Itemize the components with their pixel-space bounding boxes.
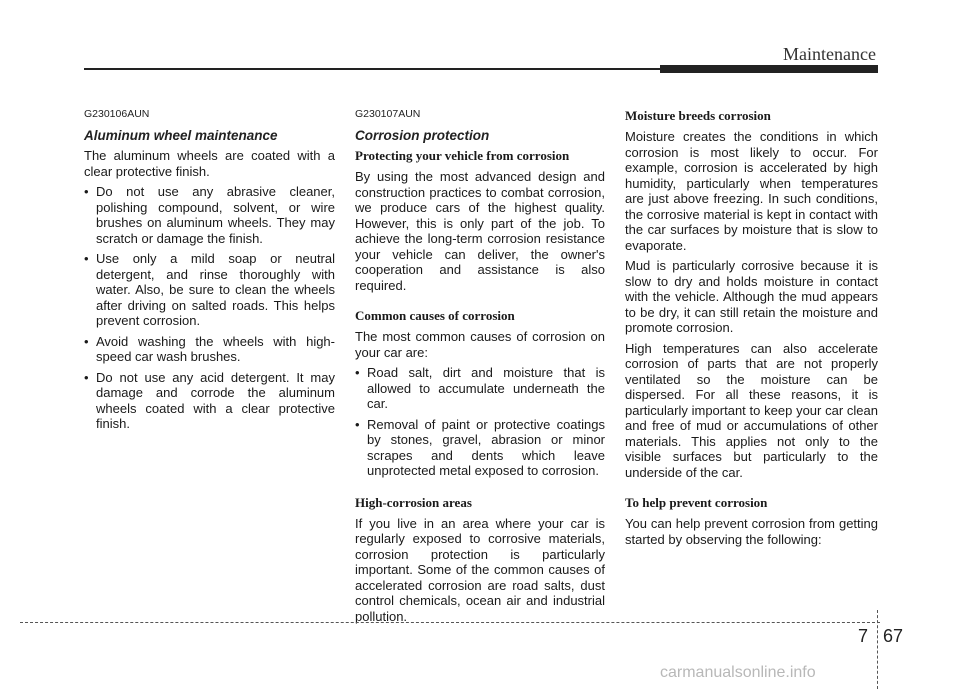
- list-item: • Road salt, dirt and moisture that is allowed to accumulate underneath the car.: [355, 365, 605, 411]
- paragraph: Moisture creates the conditions in which corrosion is most likely to occur. For example, corrosion is accelerated by high humidity, particularly when temperatures are just above freezing. In such conditions, the corrosive material is kept in contact with the car surfaces by moisture that is slow to evaporate.: [625, 129, 878, 253]
- footer-divider: [877, 610, 878, 689]
- watermark: carmanualsonline.info: [660, 664, 816, 681]
- paragraph: If you live in an area where your car is regularly exposed to corrosive materials, corrosion protection is particularly important. Some of the common causes of accelerated corrosion are road salts, dust control chemicals, ocean air and industrial pollution.: [355, 515, 605, 624]
- column-moisture: [625, 108, 878, 552]
- paragraph: Mud is particularly corrosive because it is slow to dry and holds moisture in contact with the vehicle. Although the mud appears to be dry, it can still retain the moisture and promote corrosion.: [625, 258, 878, 335]
- section-heading: Aluminum wheel maintenance: [84, 128, 278, 143]
- paragraph: The aluminum wheels are coated with a clear protective finish.: [84, 148, 335, 179]
- header-rule: [84, 68, 660, 70]
- page-number: 67: [883, 626, 904, 646]
- paragraph: High temperatures can also accelerate corrosion of parts that are not properly ventilated so the moisture can be dispersed. For all these reasons, it is particularly important to keep your car clean and free of mud or accumulations of other materials. This applies not only to the visible surfaces but particularly to the underside of the car.: [625, 340, 878, 480]
- section-code: G230107AUN: [355, 108, 421, 120]
- header-rule-accent: [660, 65, 878, 73]
- footer-rule: [20, 622, 880, 623]
- subheading: Moisture breeds corrosion: [625, 108, 771, 123]
- bullet-list: [84, 184, 335, 432]
- subheading: To help prevent corrosion: [625, 495, 768, 510]
- list-item: • Do not use any acid detergent. It may damage and corrode the aluminum wheels coated with a clear protective finish.: [84, 369, 335, 431]
- list-item: • Removal of paint or protective coatings by stones, gravel, abrasion or minor scrapes and dents which leave unprotected metal exposed to corrosion.: [355, 416, 605, 478]
- list-item: • Do not use any abrasive cleaner, polishing compound, solvent, or wire brushes on aluminum wheels. They may scratch or damage the finish.: [84, 184, 335, 246]
- section-heading: Corrosion protection: [355, 128, 490, 143]
- chapter-number: 7: [858, 626, 869, 646]
- subheading: Common causes of corrosion: [355, 308, 515, 323]
- section-code: G230106AUN: [84, 108, 150, 120]
- paragraph: By using the most advanced design and construction practices to combat corrosion, we produce cars of the highest quality. However, this is only part of the job. To achieve the long-term corrosion resistance your vehicle can deliver, the owner's cooperation and assistance is also required.: [355, 169, 605, 293]
- bullet-list: [355, 365, 605, 479]
- paragraph: You can help prevent corrosion from getting started by observing the following:: [625, 516, 878, 547]
- subheading: High-corrosion areas: [355, 494, 472, 510]
- section-title: Maintenance: [783, 44, 876, 64]
- column-corrosion-protection: [355, 108, 605, 629]
- column-wheel-maintenance: [84, 108, 335, 438]
- paragraph: The most common causes of corrosion on your car are:: [355, 329, 605, 360]
- list-item: • Avoid washing the wheels with high-speed car wash brushes.: [84, 333, 335, 364]
- subheading: Protecting your vehicle from corrosion: [355, 148, 570, 163]
- list-item: • Use only a mild soap or neutral detergent, and rinse thoroughly with water. Also, be sure to clean the wheels after driving on salted roads. This helps prevent corrosion.: [84, 251, 335, 328]
